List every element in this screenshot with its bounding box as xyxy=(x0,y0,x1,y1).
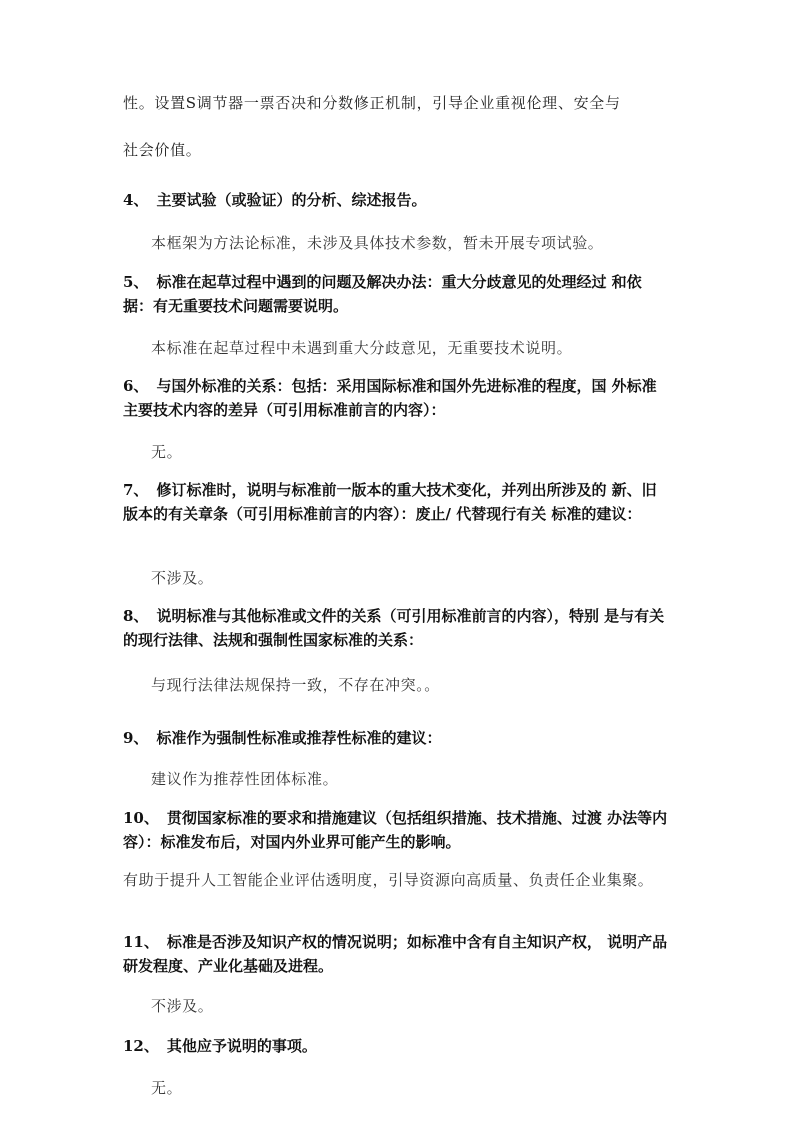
intro-line-1: 性。设置S调节器一票否决和分数修正机制，引导企业重视伦理、安全与 xyxy=(123,94,621,112)
section-4-answer: 本框架为方法论标准，未涉及具体技术参数，暂未开展专项试验。 xyxy=(151,234,604,252)
section-5-number: 5、 xyxy=(123,273,149,291)
section-9-number: 9、 xyxy=(123,729,149,747)
section-10-answer: 有助于提升人工智能企业评估透明度，引导资源向高质量、负责任企业集聚。 xyxy=(123,871,654,889)
section-7-number: 7、 xyxy=(123,481,149,499)
section-12-number: 12、 xyxy=(123,1037,159,1055)
section-6-answer: 无。 xyxy=(151,443,183,461)
section-7-answer: 不涉及。 xyxy=(151,569,214,587)
section-5-title: 标准在起草过程中遇到的问题及解决办法：重大分歧意见的处理经过 和依据：有无重要技术问题需要说明。 xyxy=(123,273,642,315)
section-6-number: 6、 xyxy=(123,377,149,395)
intro-paragraph xyxy=(123,80,671,174)
section-9-heading xyxy=(123,726,671,750)
section-5-answer: 本标准在起草过程中未遇到重大分歧意见，无重要技术说明。 xyxy=(151,339,573,357)
section-8-heading xyxy=(123,604,671,652)
section-6-title: 与国外标准的关系：包括：采用国际标准和国外先进标准的程度，国 外标准主要技术内容的差异（可引用标准前言的内容）： xyxy=(123,377,657,419)
section-10-heading xyxy=(123,806,671,854)
section-11-number: 11、 xyxy=(123,933,159,951)
section-12-heading xyxy=(123,1034,671,1058)
section-12-title: 其他应予说明的事项。 xyxy=(166,1037,317,1055)
section-8-answer: 与现行法律法规保持一致，不存在冲突。。 xyxy=(151,676,440,694)
section-11-heading xyxy=(123,930,671,978)
section-5-heading xyxy=(123,270,671,318)
section-4-title: 主要试验（或验证）的分析、综述报告。 xyxy=(156,191,427,209)
section-10-title: 贯彻国家标准的要求和措施建议（包括组织措施、技术措施、过渡 办法等内容）：标准发布后，对国内外业界可能产生的影响。 xyxy=(123,809,668,851)
section-9-answer: 建议作为推荐性团体标准。 xyxy=(151,770,339,788)
section-10-number: 10、 xyxy=(123,809,159,827)
section-8-title: 说明标准与其他标准或文件的关系（可引用标准前言的内容），特别 是与有关的现行法律、法规和强制性国家标准的关系： xyxy=(123,607,665,649)
section-4-number: 4、 xyxy=(123,191,149,209)
section-9-title: 标准作为强制性标准或推荐性标准的建议： xyxy=(156,729,442,747)
section-4-heading xyxy=(123,188,671,212)
section-6-heading xyxy=(123,374,671,422)
section-7-heading xyxy=(123,478,671,526)
section-11-title: 标准是否涉及知识产权的情况说明；如标准中含有自主知识产权， 说明产品研发程度、产业化基础及进程。 xyxy=(123,933,668,975)
intro-line-2: 社会价值。 xyxy=(123,141,202,159)
section-8-number: 8、 xyxy=(123,607,149,625)
section-11-answer: 不涉及。 xyxy=(151,997,214,1015)
section-7-title: 修订标准时，说明与标准前一版本的重大技术变化，并列出所涉及的 新、旧版本的有关章条（可引用标准前言的内容）：废止/ 代替现行有关 标准的建议： xyxy=(123,481,657,523)
section-12-answer: 无。 xyxy=(151,1079,183,1097)
